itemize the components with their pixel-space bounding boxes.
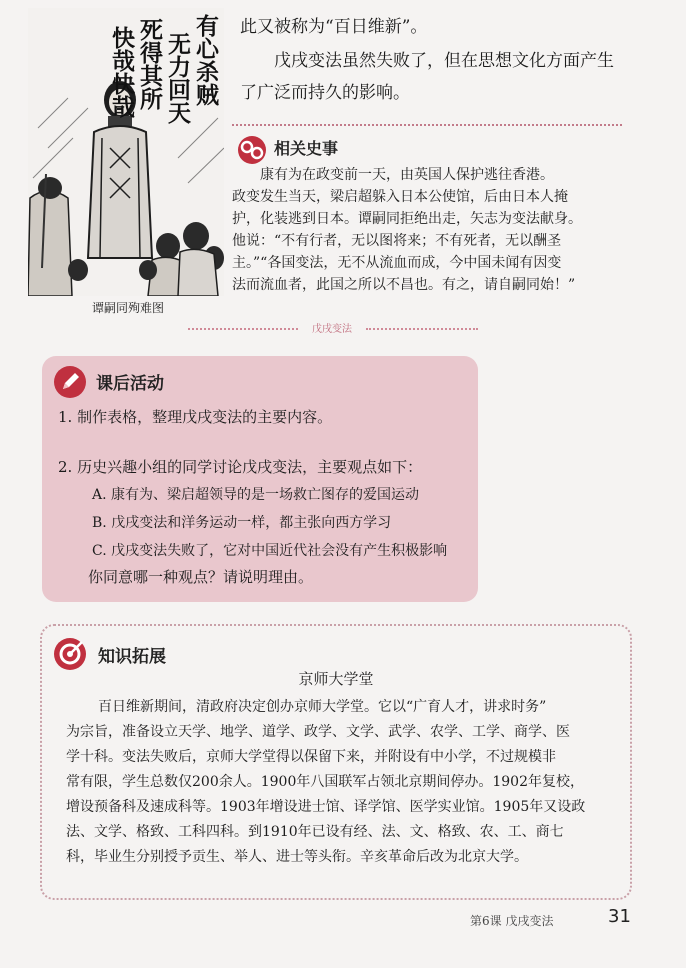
related-history-title: 相关史事	[274, 139, 339, 158]
page-number: 31	[608, 906, 631, 927]
activity-option-b: B. 戊戌变法和洋务运动一样，都主张向西方学习	[92, 515, 392, 531]
main-text-line-1: 此又被称为“百日维新”。	[240, 17, 428, 37]
divider-dots-left	[188, 328, 298, 330]
illustration-caption: 谭嗣同殉难图	[92, 301, 165, 315]
related-history-line: 他说：“不有行者，无以图将来；不有死者，无以酬圣	[232, 233, 562, 249]
related-history-line: 法而流血者，此国之所以不昌也。有之，请自嗣同始！”	[232, 277, 576, 293]
related-history-line: 政变发生当天，梁启超躲入日本公使馆，后由日本人掩	[232, 189, 568, 205]
activity-prompt: 你同意哪一种观点？请说明理由。	[88, 568, 314, 586]
pencil-icon	[52, 364, 88, 404]
knowledge-extension-box	[40, 624, 632, 900]
related-history-line: 主。”“各国变法，无不从流血而成，今中国未闻有因变	[232, 255, 562, 271]
knowledge-title: 知识拓展	[98, 647, 166, 667]
main-text-line-2: 戊戌变法虽然失败了，但在思想文化方面产生	[274, 51, 614, 71]
knowledge-line: 法、文学、格致、工科四科。到1910年已设有经、法、文、格致、农、工、商七	[66, 824, 564, 840]
knowledge-line: 常有限，学生总数仅200余人。1900年八国联军占领北京期间停办。1902年复校，	[66, 774, 584, 790]
activity-question-2: 2. 历史兴趣小组的同学讨论戊戌变法，主要观点如下：	[58, 458, 423, 476]
related-history-box	[232, 124, 622, 292]
knowledge-subtitle: 京师大学堂	[298, 670, 374, 688]
knowledge-line: 科，毕业生分别授予贡生、举人、进士等头衔。辛亥革命后改为北京大学。	[66, 849, 528, 865]
execution-illustration	[28, 8, 224, 296]
after-class-title: 课后活动	[96, 374, 164, 394]
knowledge-line: 增设预备科及速成科等。1903年增设进士馆、译学馆、医学实业馆。1905年又设政	[66, 799, 586, 815]
main-text-line-3: 了广泛而持久的影响。	[240, 83, 410, 103]
related-history-line: 康有为在政变前一天，由英国人保护逃往香港。	[260, 167, 554, 183]
activity-option-a: A. 康有为、梁启超领导的是一场救亡图存的爱国运动	[92, 487, 420, 503]
knowledge-line: 学十科。变法失败后，京师大学堂得以保留下来，并附设有中小学，不过规模非	[66, 749, 556, 765]
section-divider	[188, 322, 478, 334]
calligraphy-col-4: 快哉快哉	[108, 26, 135, 118]
knowledge-line: 百日维新期间，清政府决定创办京师大学堂。它以“广育人才，讲求时务”	[98, 699, 547, 715]
calligraphy-poem	[102, 14, 222, 174]
related-history-dotted-line	[232, 124, 622, 126]
after-class-activity-box	[42, 356, 478, 602]
related-history-line: 护，化装逃到日本。谭嗣同拒绝出走，矢志为变法献身。	[232, 211, 582, 227]
calligraphy-col-2: 无力回天	[164, 32, 191, 124]
calligraphy-col-3: 死得其所	[136, 18, 163, 110]
knowledge-line: 为宗旨，准备设立天学、地学、道学、政学、文学、武学、农学、工学、商学、医	[66, 724, 570, 740]
divider-dots-right	[366, 328, 478, 330]
calligraphy-col-1: 有心杀贼	[192, 14, 219, 106]
activity-question-1: 1. 制作表格，整理戊戌变法的主要内容。	[58, 408, 333, 426]
activity-option-c: C. 戊戌变法失败了，它对中国近代社会没有产生积极影响	[92, 543, 448, 559]
divider-label: 戊戌变法	[312, 324, 352, 335]
lesson-footer: 第6课 戊戌变法	[470, 914, 554, 928]
